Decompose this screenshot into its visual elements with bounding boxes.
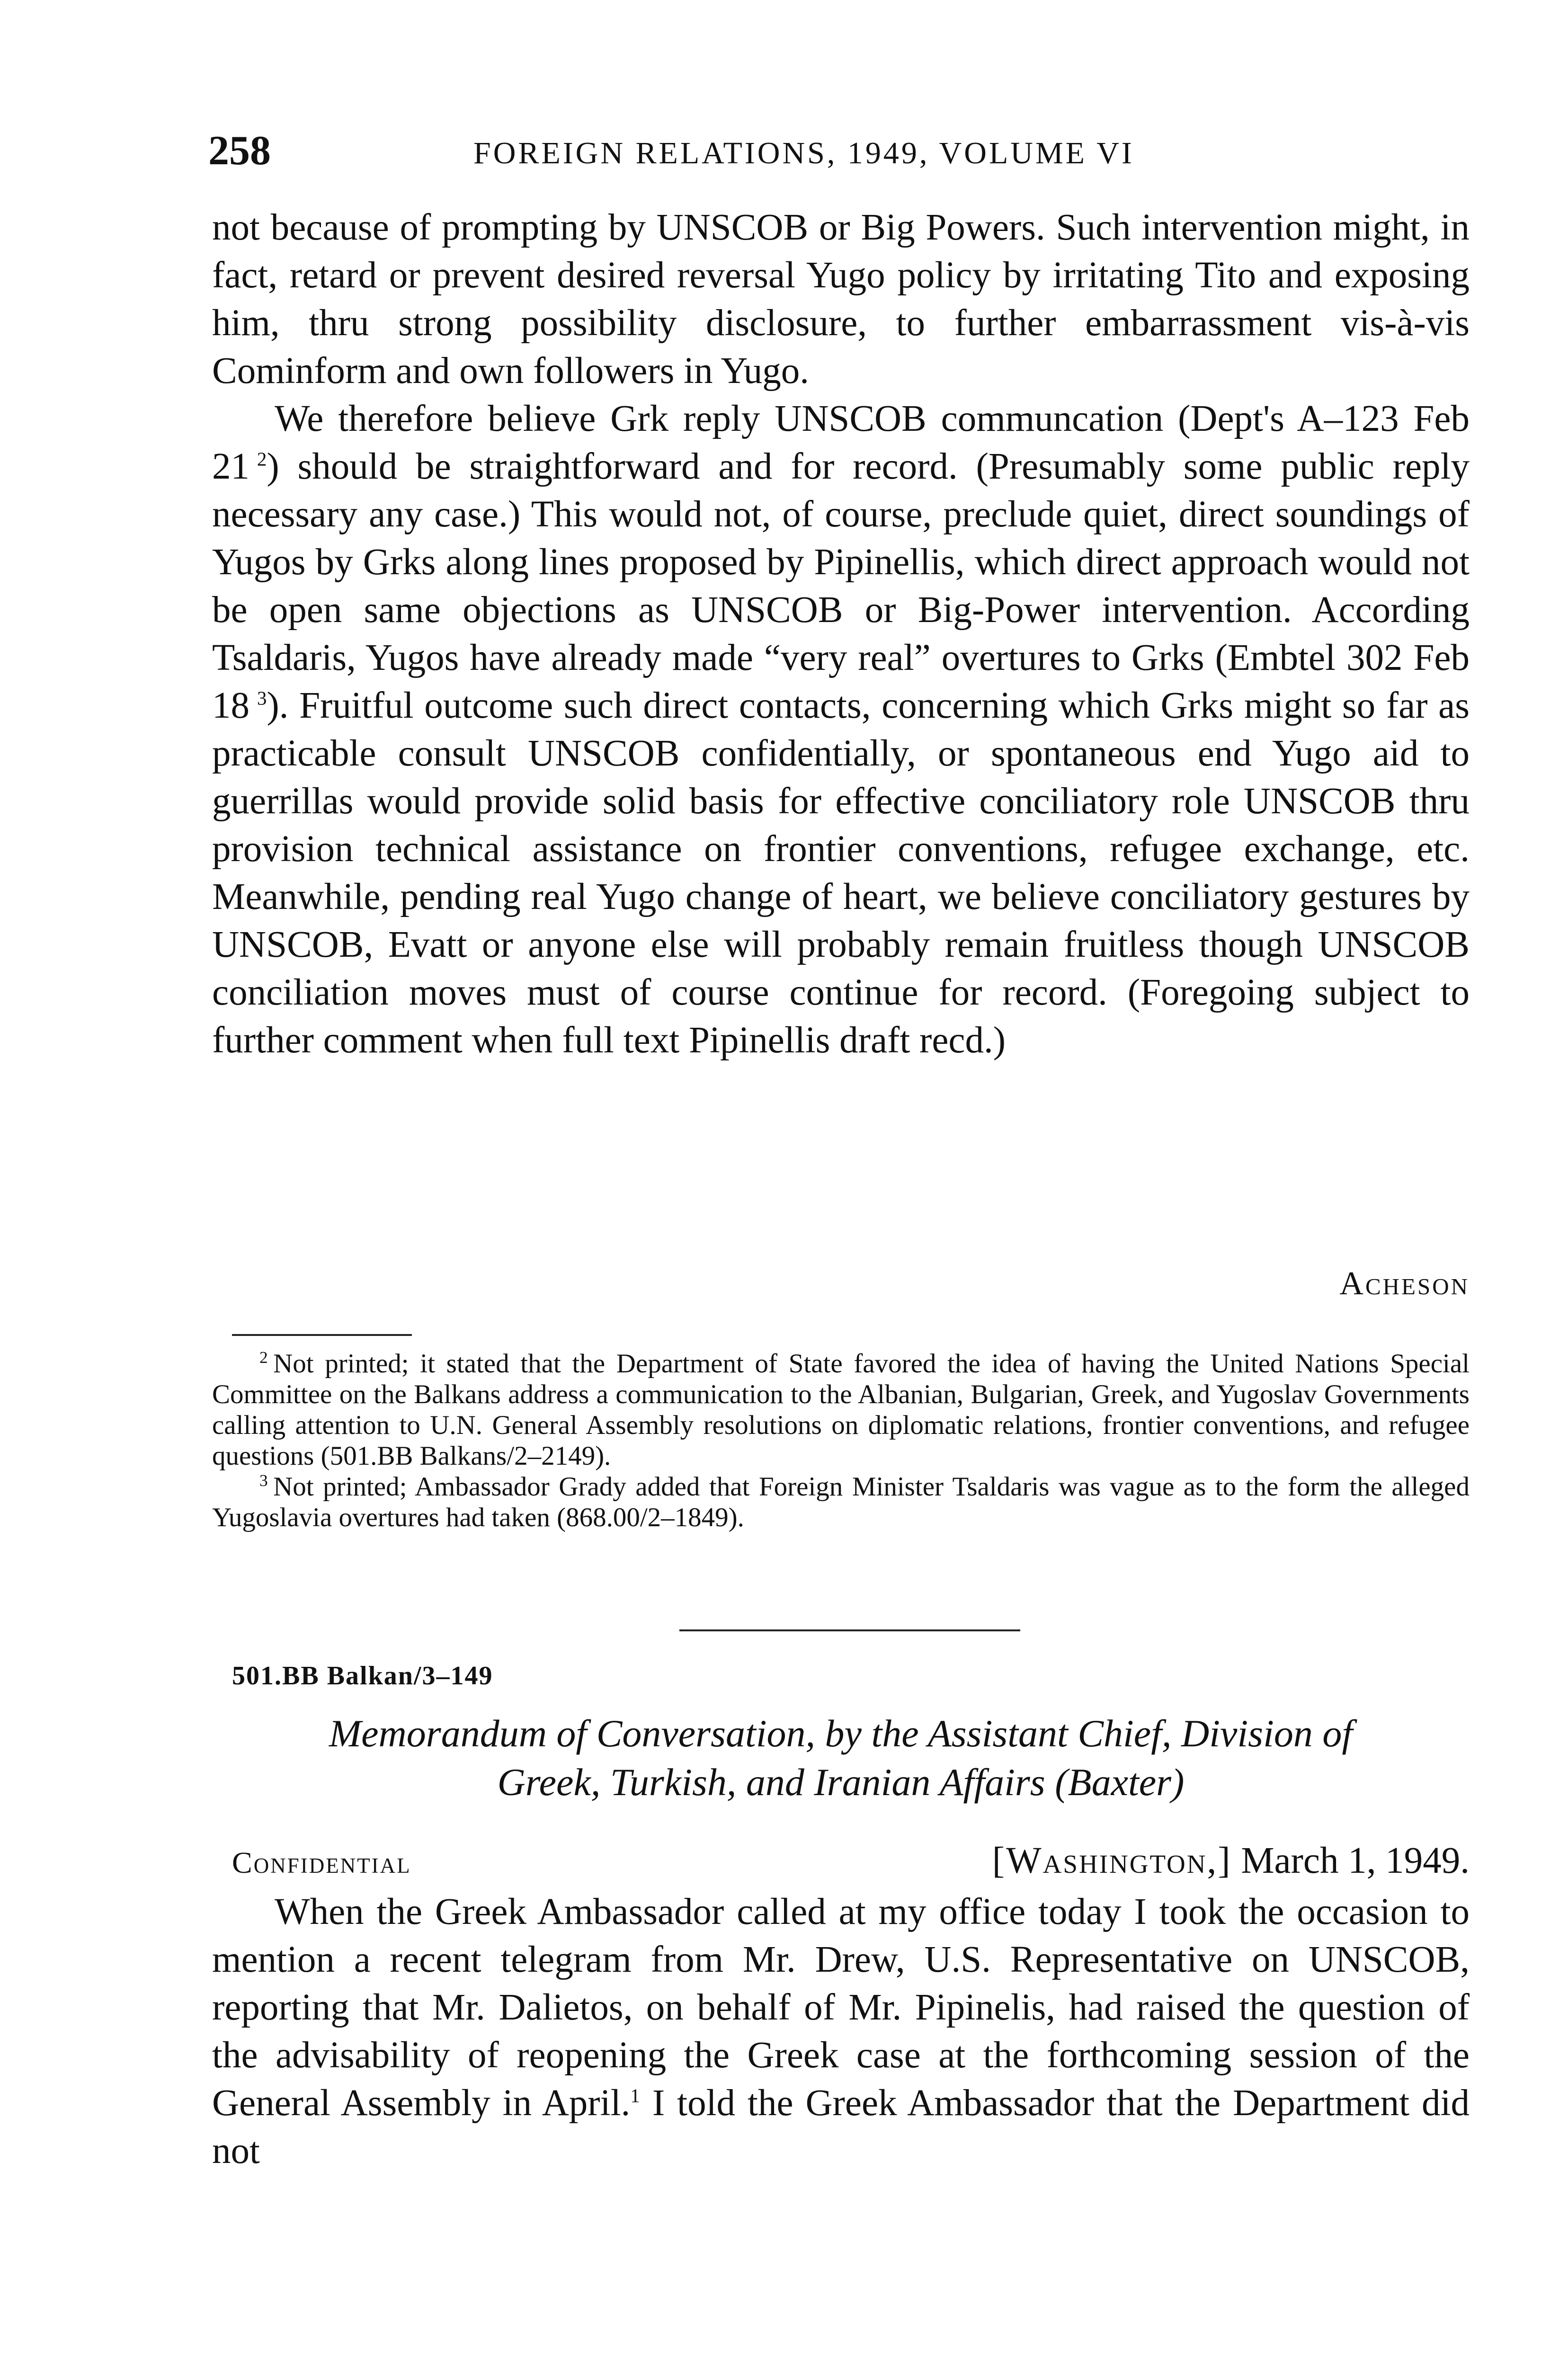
telegram-body xyxy=(212,204,1470,1064)
page-header xyxy=(208,127,1468,179)
document-title-line-1: Memorandum of Conversation, by the Assistant Chief, Division of xyxy=(329,1712,1353,1755)
footnote-ref-2: 2 xyxy=(257,448,267,470)
paragraph-main-part-b: ) should be straightforward and for record. (Presumably some public reply necessary any case.) This would not, of course, preclude quiet, direct soundings of Yugos by Grks along lines proposed by Pipinellis, which direct approach would not be open same objections as UNSCOB or Big-Power intervention. According Tsaldaris, Yugos have already made “very real” overtures to Grks (Embtel 302 Feb 18 xyxy=(212,446,1470,726)
page-number: 258 xyxy=(208,128,271,174)
memorandum-paragraph-part-a: When the Greek Ambassador called at my office today I took the occasion to mention a recent telegram from Mr. Drew, U.S. Representative on UNSCOB, reporting that Mr. Dalietos, on behalf of Mr. Pipinelis, had raised the question of the advisability of reopening the Greek case at the forthcoming session of the General Assembly in April. xyxy=(212,1891,1470,2124)
section-divider xyxy=(679,1629,1020,1631)
footnote-ref-1: 1 xyxy=(630,2084,640,2107)
running-title: FOREIGN RELATIONS, 1949, VOLUME VI xyxy=(473,136,1134,170)
footnote-text: Not printed; Ambassador Grady added that Foreign Minister Tsaldaris was vague as to the form the alleged Yugoslavia overtures had taken (868.00/2–1849). xyxy=(212,1472,1470,1532)
memorandum-body xyxy=(212,1888,1470,2175)
memorandum-paragraph xyxy=(212,1888,1470,2175)
place-date xyxy=(992,1840,1470,1882)
footnote-divider xyxy=(232,1334,412,1336)
memorandum-paragraph-part-b: I told the Greek Ambassador that the Department did not xyxy=(212,2082,1470,2171)
footnote-text: Not printed; it stated that the Department of State favored the idea of having the United Nations Special Committee on the Balkans address a communication to the Albanian, Bulgarian, Greek, and Yugoslav Governments calling attention to U.N. General Assembly resolutions on diplomatic relations, frontier conventions, and refugee questions (501.BB Balkans/2–2149). xyxy=(212,1349,1470,1471)
footnote-marker: 2 xyxy=(259,1348,268,1367)
footnote-marker: 3 xyxy=(259,1471,268,1490)
paragraph-main-part-a: We therefore believe Grk reply UNSCOB communcation (Dept's A–123 Feb 21 xyxy=(212,398,1470,487)
footnote-3 xyxy=(212,1471,1470,1533)
paragraph-continuation: not because of prompting by UNSCOB or Big Powers. Such intervention might, in fact, retard or prevent desired reversal Yugo policy by irritating Tito and exposing him, thru strong possibility disclosure, to further embarrassment vis-à-vis Cominform and own followers in Yugo. xyxy=(212,207,1470,392)
footnote-ref-3: 3 xyxy=(257,687,267,709)
paragraph-main xyxy=(212,395,1470,1064)
place: [Washington,] xyxy=(992,1840,1232,1881)
footnote-2 xyxy=(212,1348,1470,1471)
document-title-line-2: Greek, Turkish, and Iranian Affairs (Baxter) xyxy=(497,1761,1185,1804)
footnotes-top xyxy=(212,1348,1470,1533)
classification-label: Confidential xyxy=(232,1846,411,1879)
paragraph-main-part-c: ). Fruitful outcome such direct contacts, concerning which Grks might so far as practicable consult UNSCOB confidentially, or spontaneous end Yugo aid to guerrillas would provide solid basis for effective conciliatory role UNSCOB thru provision technical assistance on frontier conventions, refugee exchange, etc. Meanwhile, pending real Yugo change of heart, we believe conciliatory gestures by UNSCOB, Evatt or anyone else will probably remain fruitless though UNSCOB conciliation moves must of course continue for record. (Foregoing subject to further comment when full text Pipinellis draft recd.) xyxy=(212,685,1470,1061)
document-title xyxy=(212,1709,1470,1806)
date: March 1, 1949. xyxy=(1241,1840,1470,1881)
signature: Acheson xyxy=(1339,1265,1470,1302)
file-number: 501.BB Balkan/3–149 xyxy=(232,1661,493,1691)
